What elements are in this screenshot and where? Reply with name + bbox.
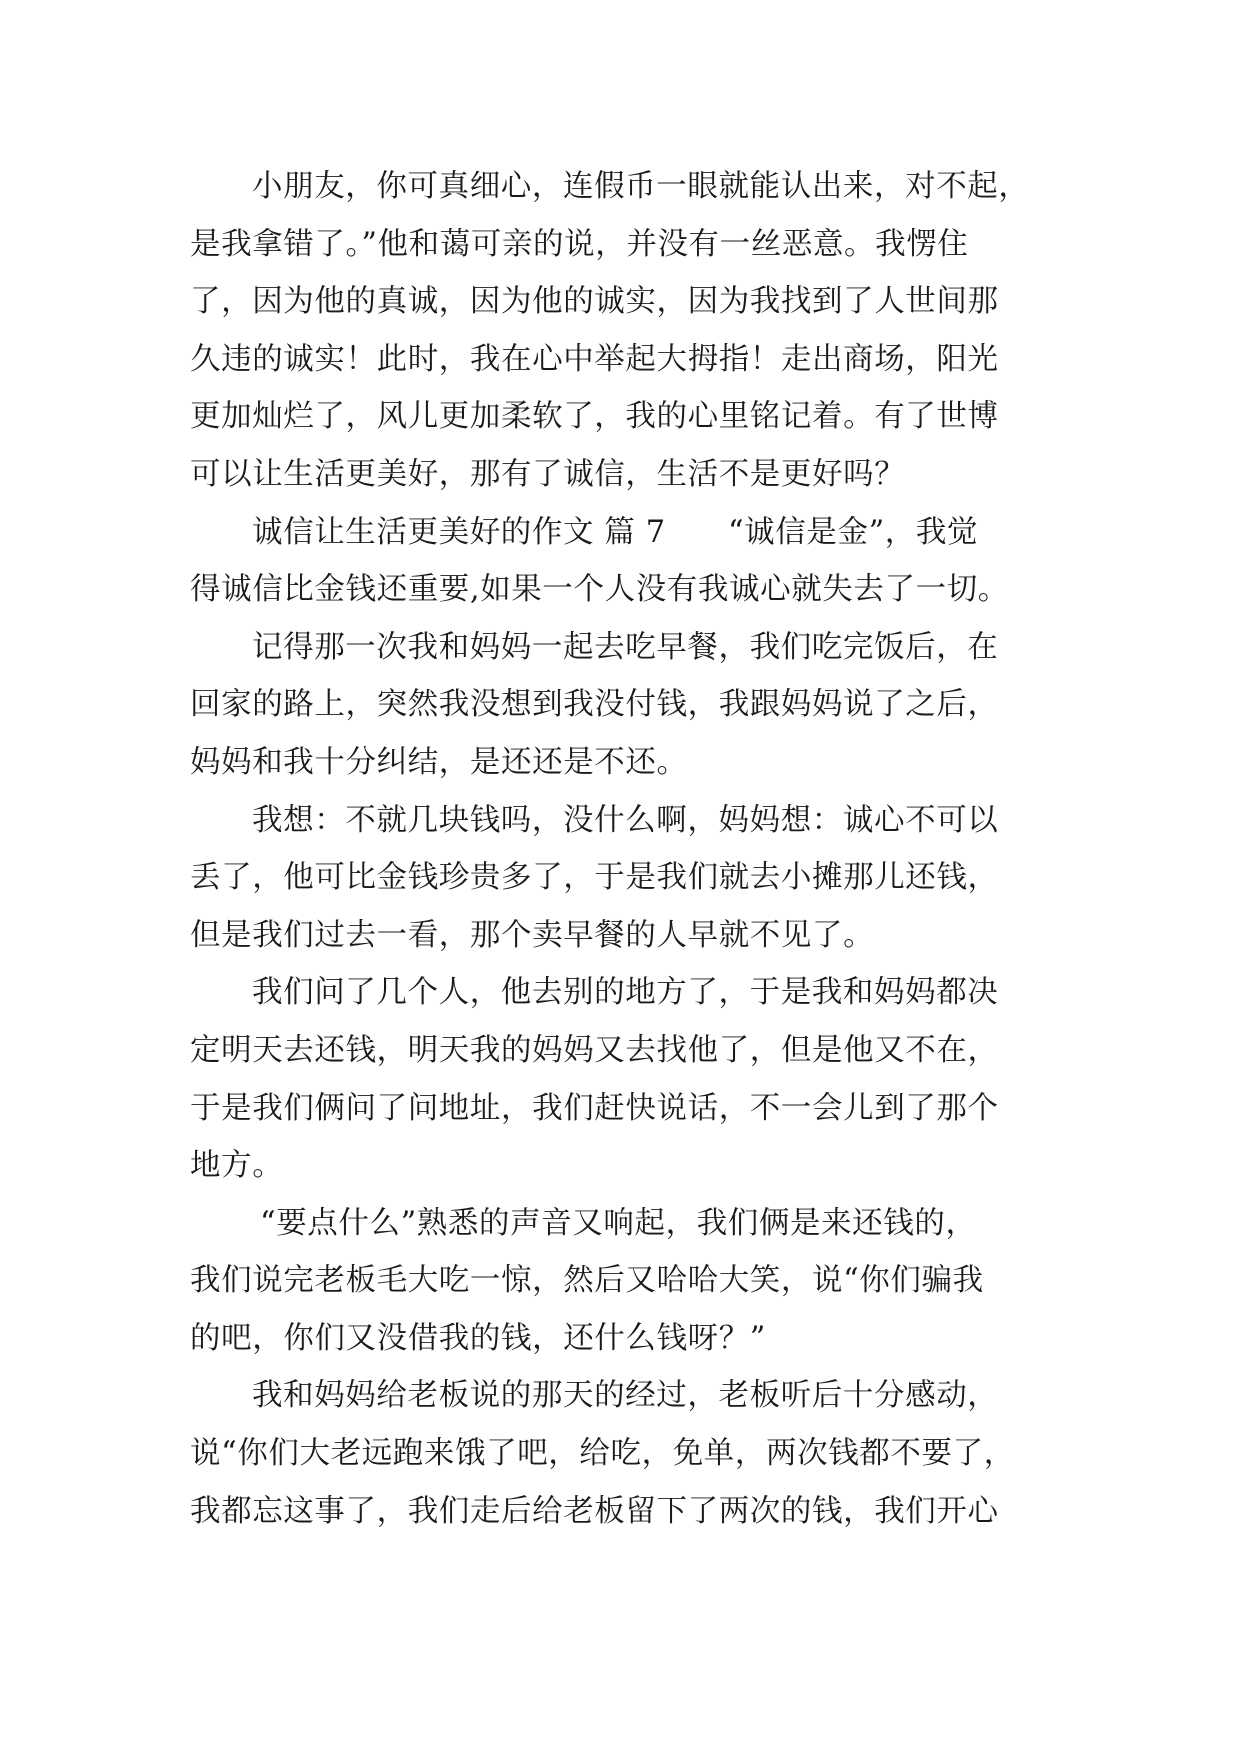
paragraph-line: 但是我们过去一看，那个卖早餐的人早就不见了。 [190, 917, 875, 953]
paragraph-line: 地方。 [190, 1148, 284, 1184]
paragraph-line: 丢了，他可比金钱珍贵多了，于是我们就去小摊那儿还钱， [190, 860, 999, 896]
paragraph-line: 我们说完老板毛大吃一惊，然后又哈哈大笑，说“你们骗我 [190, 1263, 984, 1299]
paragraph-line: 我想：不就几块钱吗，没什么啊，妈妈想：诚心不可以 [252, 802, 999, 838]
paragraph-line: 于是我们俩问了问地址，我们赶快说话，不一会儿到了那个 [190, 1090, 999, 1126]
paragraph-line: 回家的路上，突然我没想到我没付钱，我跟妈妈说了之后， [190, 687, 999, 723]
paragraph-line: 我和妈妈给老板说的那天的经过，老板听后十分感动， [252, 1378, 999, 1414]
article-body [190, 158, 1060, 1540]
paragraph-line: 妈妈和我十分纠结，是还还是不还。 [190, 744, 688, 780]
paragraph-line: 我们问了几个人，他去别的地方了，于是我和妈妈都决 [252, 975, 999, 1011]
paragraph-line: 可以让生活更美好，那有了诚信，生活不是更好吗？ [190, 456, 906, 492]
paragraph-line: 小朋友，你可真细心，连假币一眼就能认出来，对不起， [252, 169, 1030, 204]
paragraph-line: “要点什么”熟悉的声音又响起，我们俩是来还钱的， [260, 1205, 977, 1241]
paragraph-line: 得诚信比金钱还重要,如果一个人没有我诚心就失去了一切。 [190, 572, 1009, 608]
section-heading-line: 诚信让生活更美好的作文 篇 7 “诚信是金”，我觉 [252, 514, 979, 550]
paragraph-line: 久违的诚实！此时，我在心中举起大拇指！走出商场，阳光 [190, 341, 999, 377]
paragraph-line: 说“你们大老远跑来饿了吧，给吃，免单，两次钱都不要了， [190, 1436, 1015, 1472]
paragraph-line: 记得那一次我和妈妈一起去吃早餐，我们吃完饭后，在 [252, 629, 999, 665]
paragraph-line: 是我拿错了。”他和蔼可亲的说，并没有一丝恶意。我愣住 [190, 226, 969, 262]
paragraph-line: 我都忘这事了，我们走后给老板留下了两次的钱，我们开心 [190, 1493, 999, 1529]
paragraph-line: 更加灿烂了，风儿更加柔软了，我的心里铭记着。有了世博 [190, 399, 999, 435]
paragraph-line: 的吧，你们又没借我的钱，还什么钱呀？” [190, 1320, 766, 1356]
paragraph-line: 了，因为他的真诚，因为他的诚实，因为我找到了人世间那 [190, 284, 999, 320]
paragraph-line: 定明天去还钱，明天我的妈妈又去找他了，但是他又不在， [190, 1032, 999, 1068]
